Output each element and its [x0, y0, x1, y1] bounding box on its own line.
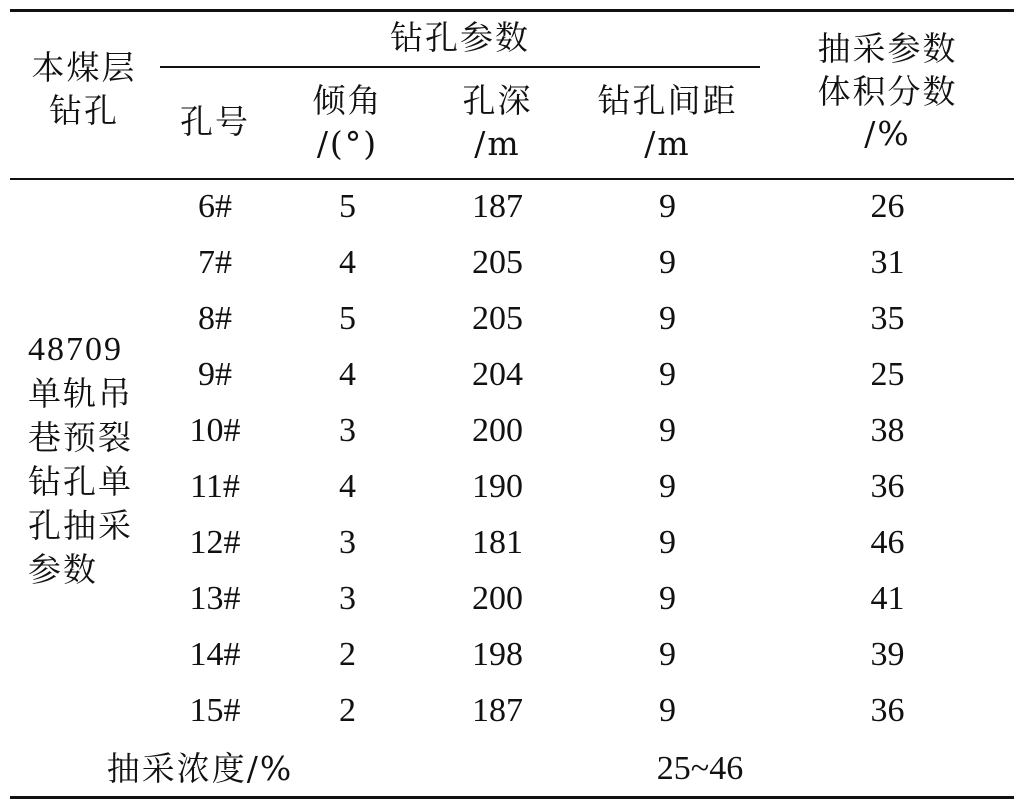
cell-fraction: 39 [870, 635, 905, 673]
cell-hole: 11# [190, 467, 240, 505]
cell-fraction: 31 [870, 243, 905, 281]
cell-spacing: 9 [659, 243, 676, 281]
header-group-col [14, 45, 154, 135]
group-label-line5: 孔抽采 [28, 506, 133, 545]
cell-depth: 205 [472, 243, 523, 281]
header-angle-line1: 倾角 [312, 80, 383, 120]
cell-angle: 4 [339, 355, 356, 393]
cell-spacing: 9 [659, 523, 676, 561]
header-spacing [580, 75, 755, 170]
cell-spacing: 9 [659, 355, 676, 393]
cell-hole: 9# [198, 355, 232, 393]
cell-depth: 205 [472, 299, 523, 337]
cell-fraction: 38 [870, 411, 905, 449]
header-group-col-line2: 钻孔 [49, 91, 119, 130]
cell-hole: 10# [189, 411, 241, 449]
header-drill-params: 钻孔参数 [390, 17, 530, 57]
header-spacing-line2: /m [644, 123, 691, 163]
cell-angle: 5 [339, 299, 356, 337]
cell-angle: 2 [339, 691, 356, 729]
cell-hole: 13# [189, 579, 241, 617]
header-depth-line1: 孔深 [462, 80, 533, 120]
cell-angle: 4 [339, 467, 356, 505]
bottom-rule [10, 796, 1014, 799]
cell-angle: 3 [339, 523, 356, 561]
cell-fraction: 36 [870, 467, 905, 505]
cell-hole: 6# [198, 187, 232, 225]
group-label-line4: 钻孔单 [28, 462, 133, 501]
header-volume-fraction [780, 22, 995, 162]
header-volume-fraction-line2: 体积分数 [817, 71, 958, 111]
header-angle-line2: /(°) [316, 123, 379, 163]
cell-spacing: 9 [659, 187, 676, 225]
cell-angle: 2 [339, 635, 356, 673]
header-angle [280, 75, 415, 170]
cell-fraction: 26 [870, 187, 905, 225]
cell-angle: 5 [339, 187, 356, 225]
group-label [28, 328, 148, 592]
group-label-line6: 参数 [28, 550, 98, 589]
cell-angle: 4 [339, 243, 356, 281]
header-group-col-line1: 本煤层 [31, 48, 137, 88]
cell-spacing: 9 [659, 579, 676, 617]
header-bottom-rule [10, 178, 1014, 180]
cell-fraction: 46 [870, 523, 905, 561]
cell-hole: 12# [189, 523, 241, 561]
header-spacing-line1: 钻孔间距 [597, 80, 738, 120]
cell-depth: 181 [472, 523, 523, 561]
footer-value: 25~46 [656, 749, 744, 787]
group-label-line2: 单轨吊 [28, 374, 133, 413]
header-depth-line2: /m [474, 123, 521, 163]
cell-hole: 15# [189, 691, 241, 729]
group-label-line1: 48709 [28, 331, 123, 368]
cell-depth: 187 [472, 187, 523, 225]
footer-label: 抽采浓度/% [106, 748, 294, 788]
cell-angle: 3 [339, 411, 356, 449]
cell-hole: 7# [198, 243, 232, 281]
cell-depth: 204 [472, 355, 523, 393]
cell-hole: 14# [189, 635, 241, 673]
header-depth [430, 75, 565, 170]
cell-hole: 8# [198, 299, 232, 337]
header-volume-fraction-line1: 抽采参数 [817, 28, 958, 68]
cell-fraction: 35 [870, 299, 905, 337]
drill-params-underline [160, 66, 760, 68]
cell-spacing: 9 [659, 411, 676, 449]
cell-depth: 187 [472, 691, 523, 729]
cell-spacing: 9 [659, 299, 676, 337]
cell-depth: 190 [472, 467, 523, 505]
group-label-line3: 巷预裂 [28, 418, 133, 457]
cell-spacing: 9 [659, 691, 676, 729]
cell-depth: 200 [472, 579, 523, 617]
cell-spacing: 9 [659, 467, 676, 505]
header-volume-fraction-line3: /% [864, 114, 911, 154]
cell-depth: 200 [472, 411, 523, 449]
header-hole-no: 孔号 [180, 101, 250, 141]
cell-depth: 198 [472, 635, 523, 673]
cell-angle: 3 [339, 579, 356, 617]
cell-fraction: 25 [870, 355, 905, 393]
cell-spacing: 9 [659, 635, 676, 673]
cell-fraction: 41 [870, 579, 905, 617]
cell-fraction: 36 [870, 691, 905, 729]
